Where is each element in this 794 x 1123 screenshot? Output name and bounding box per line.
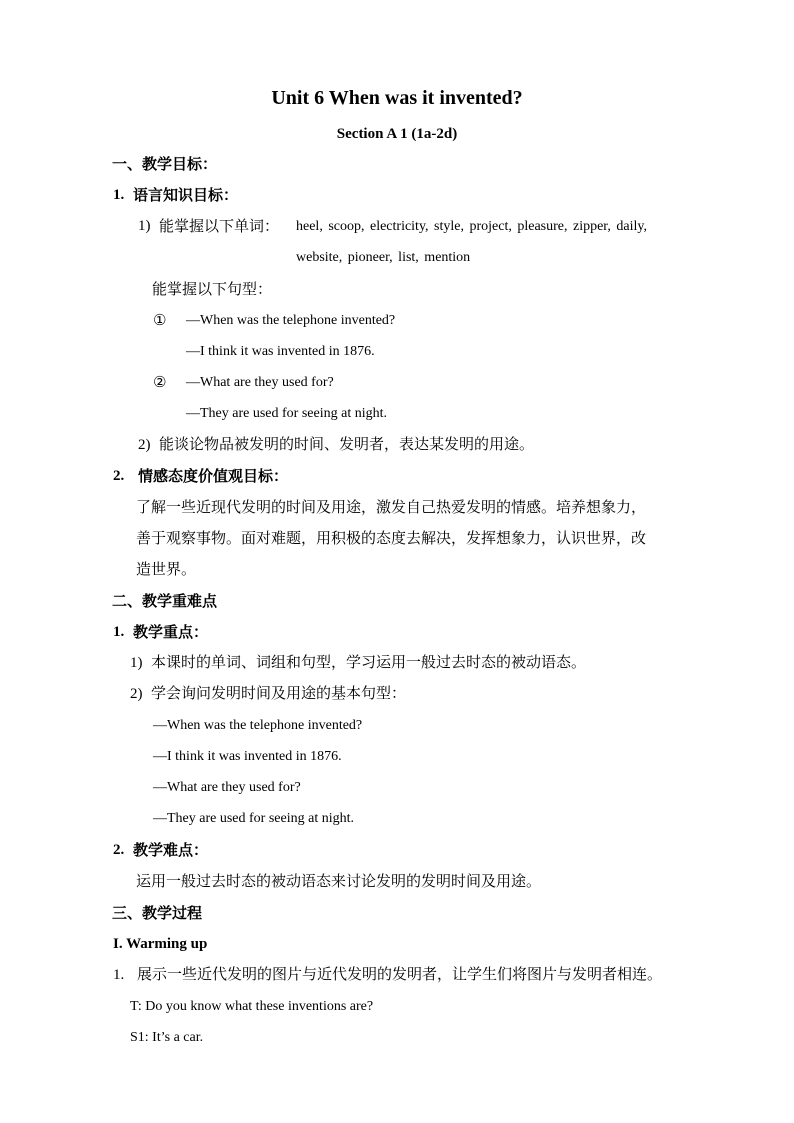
example-question: —What are they used for? (186, 375, 334, 390)
circled-number-marker: ② (153, 373, 167, 391)
dialogue-line: S1: It’s a car. (130, 1030, 204, 1045)
item-number: 2) (130, 686, 143, 702)
example-sentence: —I think it was invented in 1876. (153, 749, 342, 764)
sentence-patterns-label: 能掌握以下句型： (152, 280, 273, 298)
subheading-language-knowledge: 语言知识目标： (133, 186, 239, 204)
example-sentence: —They are used for seeing at night. (153, 811, 354, 826)
vocabulary-list: heel, scoop, electricity, style, project, pleasure, zipper, daily, (296, 219, 647, 234)
vocabulary-list: website, pioneer, list, mention (296, 250, 471, 265)
item-number: 2. (113, 468, 125, 484)
subheading-difficult-points: 教学难点： (133, 841, 209, 859)
example-question: —When was the telephone invented? (186, 313, 396, 328)
section-subtitle: Section A 1 (1a-2d) (336, 126, 458, 142)
paragraph-line: 善于观察事物。面对难题，用积极的态度去解决，发挥想象力，认识世界，改 (136, 529, 647, 547)
item-number: 1. (113, 187, 125, 203)
difficult-point-text: 运用一般过去时态的被动语态来讨论发明的发明时间及用途。 (136, 872, 542, 890)
example-sentence: —When was the telephone invented? (153, 718, 363, 733)
paragraph-line: 了解一些近现代发明的时间及用途，激发自己热爱发明的情感。培养想象力， (136, 498, 647, 516)
example-answer: —They are used for seeing at night. (186, 406, 387, 421)
section-heading-objectives: 一、教学目标： (112, 155, 218, 173)
item-number: 1) (138, 218, 151, 234)
item-number: 1. (113, 624, 125, 640)
paragraph-line: 造世界。 (136, 560, 197, 578)
procedure-step-text: 展示一些近代发明的图片与近代发明的发明者，让学生们将图片与发明者相连。 (137, 965, 663, 983)
subheading-warming-up: I. Warming up (113, 936, 208, 952)
section-heading-key-points: 二、教学重难点 (112, 592, 218, 610)
section-heading-teaching-process: 三、教学过程 (112, 904, 203, 922)
item-number: 2. (113, 842, 125, 858)
subheading-emotional-attitude: 情感态度价值观目标： (138, 467, 289, 485)
example-sentence: —What are they used for? (153, 780, 301, 795)
item-number: 1. (113, 967, 125, 983)
subheading-key-points: 教学重点： (133, 623, 209, 641)
item-number: 1) (130, 655, 143, 671)
dialogue-line: T: Do you know what these inventions are? (130, 999, 374, 1014)
key-point-text: 学会询问发明时间及用途的基本句型： (151, 684, 407, 702)
circled-number-marker: ① (153, 311, 167, 329)
objective-text: 能谈论物品被发明的时间、发明者，表达某发明的用途。 (159, 435, 535, 453)
example-answer: —I think it was invented in 1876. (186, 344, 375, 359)
vocabulary-label: 能掌握以下单词： (159, 217, 280, 235)
item-number: 2) (138, 437, 151, 453)
document-title: Unit 6 When was it invented? (271, 87, 523, 109)
key-point-text: 本课时的单词、词组和句型，学习运用一般过去时态的被动语态。 (151, 653, 587, 671)
